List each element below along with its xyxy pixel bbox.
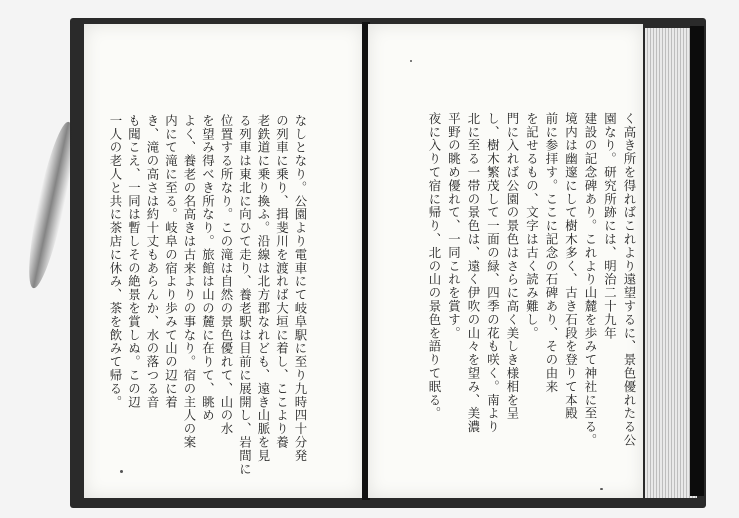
- text-column: 園なり。研究所跡には、明治二十九年: [602, 112, 618, 340]
- text-column: 一人の老人と共に茶店に休み、茶を飲みて帰る。: [108, 114, 123, 409]
- text-column: 平野の眺め優れて、一同これを賞す。: [446, 112, 462, 340]
- text-column: も聞こえ、一同は暫しその絶景を賞しぬ。この辺: [126, 114, 142, 409]
- right-page: [368, 24, 643, 498]
- text-column: なしとなり。公園より電車にて岐阜駅に至り九時四十分発: [293, 114, 308, 463]
- text-column: 北に至る一帯の景色は、遠く伊吹の山々を望み、美濃: [466, 112, 481, 434]
- text-column: き、滝の高さは約十丈もあらんか、水の落つる音: [145, 114, 160, 409]
- text-column: し、樹木繁茂して一面の緑、四季の花も咲く。南より: [485, 112, 501, 434]
- text-column: る列車は東北に向ひて走り、養老駅は目前に展開し、岩間に: [237, 114, 253, 476]
- text-column: を記せるもの、文字は古く読み難し。: [524, 112, 540, 340]
- text-column: 門に入れば公園の景色はさらに高く美しき様相を呈: [505, 112, 520, 421]
- text-column: よく、養老の名高きは古来よりの事なり。宿の主人の案: [182, 114, 197, 449]
- text-column: 老鉄道に乗り換ふ。沿線は北方郡なれども、遠き山脈を見: [256, 114, 271, 463]
- dust-speck: [120, 470, 123, 473]
- dust-speck: [410, 60, 412, 62]
- text-column: 建設の記念碑あり。これより山麓を歩みて神社に至る。: [583, 112, 598, 447]
- left-page: [84, 24, 364, 498]
- text-column: 前に参拝す。ここに記念の石碑あり、その由来: [544, 112, 559, 394]
- book-spine: [690, 26, 704, 496]
- dust-speck: [600, 488, 603, 490]
- text-column: を望み得べき所なり。旅館は山の麓に在りて、眺め: [200, 114, 216, 423]
- text-column: 位置する所なり。この滝は自然の景色優れて、山の水: [219, 114, 234, 436]
- text-column: の列車に乗り、揖斐川を渡れば大垣に着し、ここより養: [274, 114, 290, 449]
- text-column: く高き所を得ればこれより遠望するに、景色優れたる公: [622, 112, 637, 447]
- text-column: 内にて滝に至る。岐阜の宿より歩みて山の辺に着: [163, 114, 179, 409]
- text-column: 夜に入りて宿に帰り、北の山の景色を語りて眠る。: [427, 112, 442, 421]
- text-column: 境内は幽邃にして樹木多く、古き石段を登りて本殿: [563, 112, 579, 421]
